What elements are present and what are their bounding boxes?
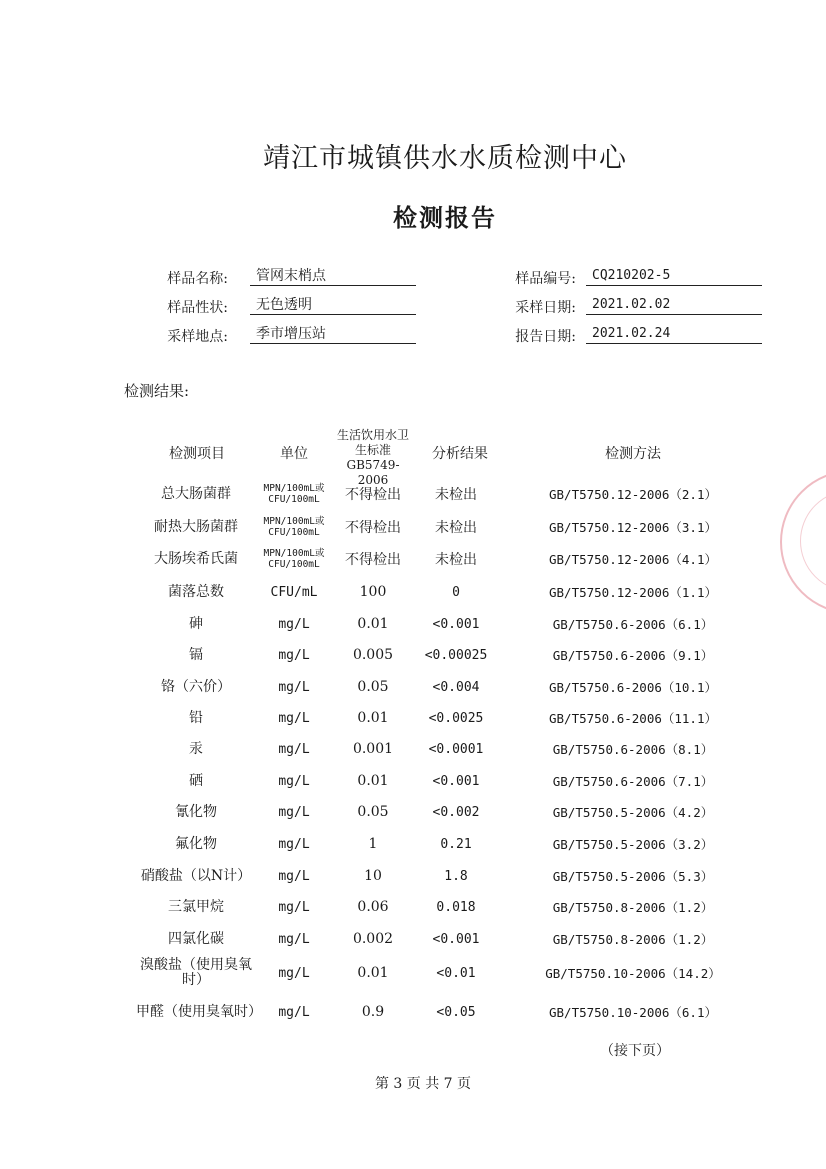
row-unit: mg/L (278, 616, 310, 632)
row-method: GB/T5750.12-2006（4.1） (549, 552, 717, 567)
row-unit: mg/L (278, 741, 310, 757)
row-item: 四氯化碳 (168, 930, 224, 947)
row-result: 未检出 (435, 487, 477, 503)
report-date-label: 报告日期: (515, 329, 576, 345)
continue-note: （接下页） (600, 1043, 670, 1059)
row-standard: 0.9 (361, 1004, 385, 1020)
organization-title: 靖江市城镇供水水质检测中心 (263, 143, 627, 174)
row-method: GB/T5750.6-2006（7.1） (552, 774, 714, 789)
row-unit: mg/L (278, 899, 310, 915)
table-row (0, 543, 826, 575)
sample-name-value: 管网末梢点 (250, 266, 416, 286)
table-row (0, 639, 826, 671)
table-row (0, 796, 826, 828)
results-label: 检测结果: (124, 382, 190, 400)
row-standard: 1 (368, 836, 378, 852)
row-item: 总大肠菌群 (161, 485, 231, 502)
row-item: 三氯甲烷 (168, 898, 224, 915)
row-standard: 0.05 (357, 679, 389, 695)
sample-name-label: 样品名称: (167, 271, 228, 287)
row-result: 0 (452, 584, 460, 600)
sample-number-value: CQ210202-5 (586, 266, 762, 286)
row-item: 铅 (189, 709, 203, 726)
row-item: 汞 (189, 740, 203, 757)
table-row (0, 891, 826, 923)
row-result: <0.001 (432, 616, 480, 632)
table-row (0, 702, 826, 734)
row-item: 大肠埃希氏菌 (154, 550, 238, 567)
row-item: 硝酸盐（以N计） (140, 867, 252, 884)
row-method: GB/T5750.5-2006（3.2） (552, 837, 714, 852)
row-method: GB/T5750.6-2006（6.1） (552, 617, 714, 632)
row-result: <0.00025 (424, 647, 488, 663)
report-title: 检测报告 (393, 203, 497, 232)
row-unit: mg/L (278, 647, 310, 663)
row-result: <0.01 (436, 965, 476, 981)
row-result: <0.001 (432, 931, 480, 947)
row-standard: 100 (359, 584, 387, 600)
row-result: <0.05 (436, 1004, 476, 1020)
row-method: GB/T5750.10-2006（6.1） (549, 1005, 717, 1020)
row-unit: MPN/100mL或CFU/100mL (263, 516, 325, 538)
table-row (0, 511, 826, 543)
sample-nature-value: 无色透明 (250, 295, 416, 315)
row-standard: 0.001 (352, 741, 394, 757)
row-method: GB/T5750.6-2006（8.1） (552, 742, 714, 757)
row-method: GB/T5750.12-2006（2.1） (549, 487, 717, 502)
row-item: 氰化物 (175, 803, 217, 820)
row-standard: 0.01 (357, 616, 389, 632)
row-item: 耐热大肠菌群 (154, 518, 238, 535)
row-result: <0.001 (432, 773, 480, 789)
table-row (0, 860, 826, 892)
header-unit: 单位 (280, 446, 308, 462)
row-result: <0.0001 (428, 741, 484, 757)
sample-nature-label: 样品性状: (167, 300, 228, 316)
row-standard: 10 (364, 868, 382, 884)
table-row (0, 765, 826, 797)
table-row (0, 576, 826, 608)
row-item: 溴酸盐（使用臭氧时） (140, 957, 252, 988)
row-standard: 0.01 (357, 965, 389, 981)
row-method: GB/T5750.6-2006（11.1） (549, 711, 717, 726)
row-unit: CFU/mL (270, 584, 318, 600)
row-method: GB/T5750.12-2006（3.1） (549, 520, 717, 535)
row-standard: 0.01 (357, 773, 389, 789)
page-number: 第 3 页 共 7 页 (374, 1076, 472, 1092)
row-method: GB/T5750.6-2006（10.1） (549, 680, 717, 695)
row-result: <0.002 (432, 804, 480, 820)
row-item: 菌落总数 (168, 583, 224, 600)
row-standard: 0.01 (357, 710, 389, 726)
row-standard: 0.002 (352, 931, 394, 947)
row-method: GB/T5750.6-2006（9.1） (552, 648, 714, 663)
row-unit: mg/L (278, 868, 310, 884)
row-item: 甲醛（使用臭氧时） (136, 1003, 262, 1020)
row-standard: 0.06 (357, 899, 389, 915)
row-item: 硒 (189, 772, 203, 789)
table-row (0, 478, 826, 510)
row-result: <0.0025 (428, 710, 484, 726)
row-unit: mg/L (278, 679, 310, 695)
row-item: 铬（六价） (161, 678, 231, 695)
row-unit: MPN/100mL或CFU/100mL (263, 548, 325, 570)
row-unit: MPN/100mL或CFU/100mL (263, 483, 325, 505)
row-unit: mg/L (278, 836, 310, 852)
row-result: 未检出 (435, 520, 477, 536)
header-item: 检测项目 (169, 446, 225, 462)
table-row (0, 996, 826, 1028)
row-unit: mg/L (278, 1004, 310, 1020)
row-unit: mg/L (278, 804, 310, 820)
sampling-location-value: 季市增压站 (250, 324, 416, 344)
row-unit: mg/L (278, 773, 310, 789)
row-method: GB/T5750.5-2006（5.3） (552, 869, 714, 884)
header-result: 分析结果 (432, 446, 488, 462)
header-standard: 生活饮用水卫生标准GB5749-2006 (336, 428, 409, 487)
row-standard: 0.05 (357, 804, 389, 820)
sample-number-label: 样品编号: (515, 271, 576, 287)
row-unit: mg/L (278, 965, 310, 981)
table-row (0, 828, 826, 860)
row-method: GB/T5750.8-2006（1.2） (552, 900, 714, 915)
row-standard: 不得检出 (345, 487, 401, 503)
row-result: 未检出 (435, 552, 477, 568)
sampling-date-value: 2021.02.02 (586, 295, 762, 315)
row-item: 氟化物 (175, 835, 217, 852)
row-method: GB/T5750.12-2006（1.1） (549, 585, 717, 600)
table-row (0, 733, 826, 765)
table-row (0, 608, 826, 640)
row-standard: 不得检出 (345, 552, 401, 568)
row-method: GB/T5750.5-2006（4.2） (552, 805, 714, 820)
row-unit: mg/L (278, 931, 310, 947)
row-item: 砷 (189, 615, 203, 632)
table-row (0, 957, 826, 989)
row-unit: mg/L (278, 710, 310, 726)
row-result: 1.8 (444, 868, 468, 884)
row-method: GB/T5750.8-2006（1.2） (552, 932, 714, 947)
table-row (0, 671, 826, 703)
sampling-location-label: 采样地点: (167, 329, 228, 345)
row-standard: 不得检出 (345, 520, 401, 536)
row-result: 0.018 (436, 899, 476, 915)
row-item: 镉 (189, 646, 203, 663)
row-result: <0.004 (432, 679, 480, 695)
row-standard: 0.005 (352, 647, 394, 663)
row-result: 0.21 (440, 836, 472, 852)
header-method: 检测方法 (605, 446, 661, 462)
report-date-value: 2021.02.24 (586, 324, 762, 344)
table-row (0, 923, 826, 955)
row-method: GB/T5750.10-2006（14.2） (545, 966, 721, 981)
sampling-date-label: 采样日期: (515, 300, 576, 316)
